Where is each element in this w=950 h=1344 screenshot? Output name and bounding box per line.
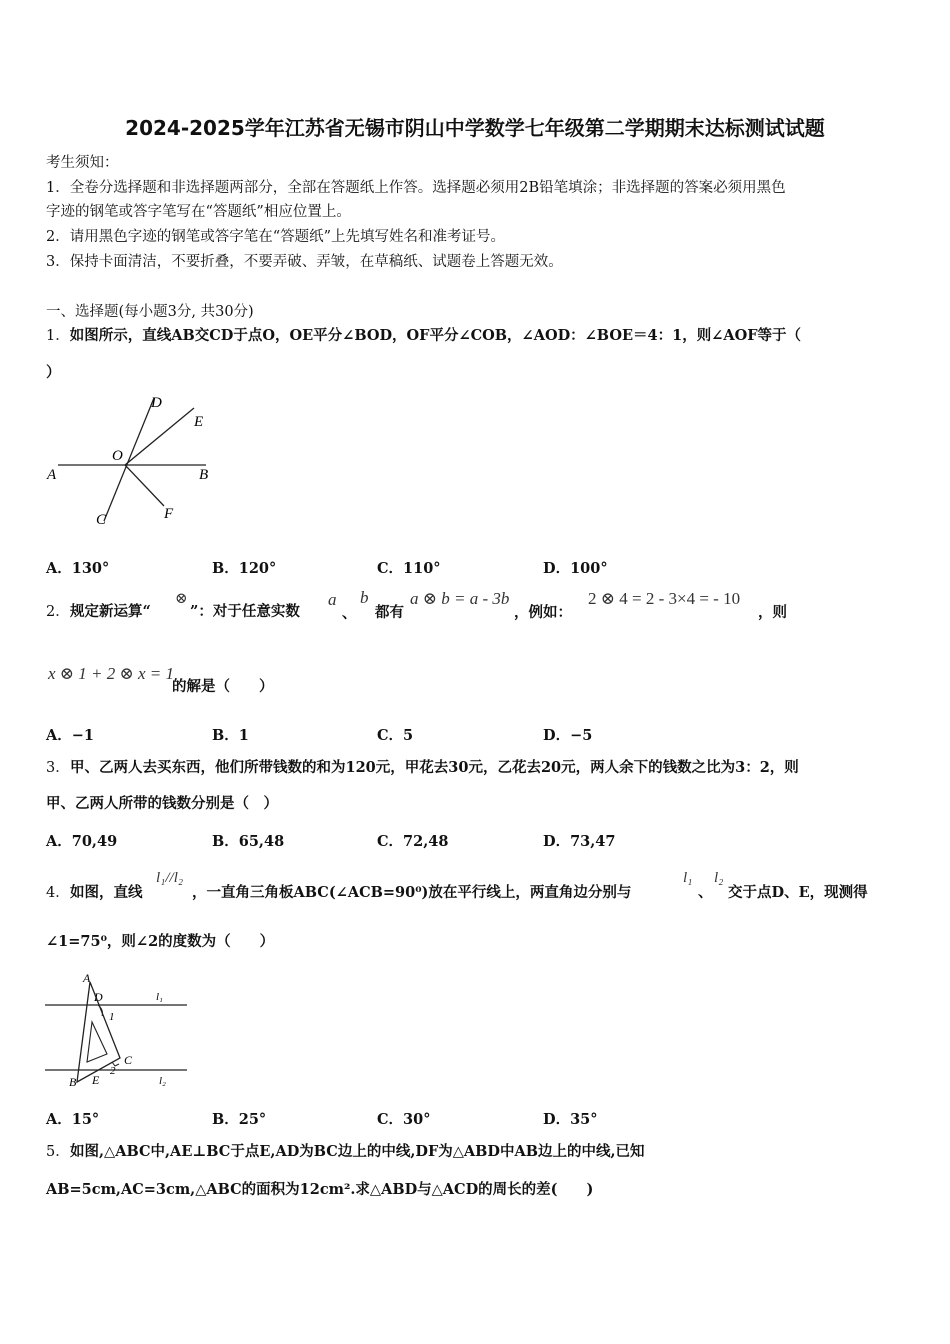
q2-otimes: ⊗ — [175, 591, 188, 607]
q1-option-b[interactable]: B．120° — [212, 560, 277, 577]
q3-option-a[interactable]: A．70,49 — [46, 833, 118, 850]
q1-figure — [44, 388, 224, 533]
q4-option-c[interactable]: C．30° — [377, 1111, 431, 1128]
q4-line-2: ∠1=75⁰，则∠2的度数为（ ） — [46, 933, 275, 950]
q2-number: 2． — [46, 604, 70, 620]
notice-line-2: 2．请用黑色字迹的钢笔或答字笔在“答题纸”上先填写姓名和准考证号。 — [46, 229, 506, 245]
q1-text — [46, 326, 801, 346]
q2-text-5: ，则 — [758, 604, 787, 621]
q2-option-b[interactable]: B．1 — [212, 727, 249, 744]
q4-separator: 、 — [698, 884, 713, 901]
q2-definition: a ⊗ b = a - 3b — [410, 589, 510, 608]
ray-oe — [125, 408, 194, 465]
section-heading: 一、选择题(每小题3分, 共30分) — [46, 304, 254, 320]
fig4-label-d: D — [94, 990, 103, 1004]
notice-line-1b: 字迹的钢笔或答字笔写在“答题纸”相应位置上。 — [46, 204, 351, 220]
notice-line-3: 3．保持卡面清洁，不要折叠，不要弄破、弄皱，在草稿纸、试题卷上答题无效。 — [46, 254, 563, 270]
q3-option-c[interactable]: C．72,48 — [377, 833, 449, 850]
q5-number: 5． — [46, 1144, 70, 1160]
fig4-label-e: E — [92, 1073, 100, 1087]
page-title: 2024-2025学年江苏省无锡市阴山中学数学七年级第二学期期末达标测试试题 — [125, 116, 825, 140]
label-c: C — [96, 512, 107, 528]
q4-parallel: l₁//l₂ — [156, 870, 184, 886]
q4-l2: l₂ — [714, 870, 724, 886]
q4-option-d[interactable]: D．35° — [543, 1111, 598, 1128]
fig4-label-b: B — [69, 1075, 77, 1089]
q1-option-a[interactable]: A．130° — [46, 560, 110, 577]
q1-option-d[interactable]: D．100° — [543, 560, 608, 577]
q2-text-4: ，例如： — [514, 604, 572, 621]
q3-line-1: 甲、乙两人去买东西，他们所带钱数的和为120元，甲花去30元，乙花去20元，两人余下的钱数之比为3：2，则 — [70, 759, 799, 776]
q1-stem: 如图所示，直线AB交CD于点O，OE平分∠BOD，OF平分∠COB，∠AOD：∠BOE＝4：1，则∠AOF等于（ — [69, 327, 802, 344]
q4-number: 4． — [46, 885, 70, 901]
label-b: B — [199, 467, 209, 483]
q2-var-a: a — [328, 590, 337, 609]
q4-l1: l₁ — [683, 870, 693, 886]
fig4-label-2: 2 — [110, 1065, 116, 1077]
label-a: A — [47, 467, 57, 483]
fig4-label-l1: l₁ — [156, 991, 163, 1003]
q2-text-6: 的解是（ ） — [172, 678, 274, 695]
q3-option-d[interactable]: D．73,47 — [543, 833, 616, 850]
label-o: O — [112, 448, 123, 464]
angle-1-arc — [98, 1005, 103, 1016]
q4-text-2: ，一直角三角板ABC(∠ACB=90⁰)放在平行线上，两直角边分别与 — [192, 884, 632, 901]
q2-option-a[interactable]: A．−1 — [46, 727, 94, 744]
fig4-label-a: A — [83, 971, 91, 985]
q3-line-2: 甲、乙两人所带的钱数分别是（ ） — [46, 795, 278, 812]
ray-of — [125, 465, 164, 506]
q1-text-close: ） — [46, 364, 61, 381]
q2-var-b: b — [360, 588, 369, 607]
label-d: D — [151, 395, 162, 411]
q3-number: 3． — [46, 760, 70, 776]
q2-text-1: 规定新运算“ — [70, 603, 151, 620]
q4-text-3: 交于点D、E，现测得 — [728, 884, 868, 901]
fig4-label-l2: l₂ — [159, 1075, 166, 1087]
triangle-inner — [87, 1022, 107, 1062]
q4-figure — [42, 970, 192, 1092]
q4-option-a[interactable]: A．15° — [46, 1111, 100, 1128]
q2-option-d[interactable]: D．−5 — [543, 727, 593, 744]
q2-option-c[interactable]: C．5 — [377, 727, 414, 744]
notice-heading: 考生须知： — [46, 155, 119, 171]
fig4-label-1: 1 — [109, 1011, 115, 1023]
q1-option-c[interactable]: C．110° — [377, 560, 441, 577]
q5-line-2: AB=5cm,AC=3cm,△ABC的面积为12cm².求△ABD与△ACD的周长的差( ) — [46, 1181, 594, 1198]
q2-example: 2 ⊗ 4 = 2 - 3×4 = - 10 — [588, 589, 741, 608]
q1-number: 1． — [46, 328, 70, 344]
q4-option-b[interactable]: B．25° — [212, 1111, 267, 1128]
fig4-label-c: C — [124, 1053, 133, 1067]
q2-equation: x ⊗ 1 + 2 ⊗ x = 1 — [48, 664, 175, 683]
notice-line-1a: 1．全卷分选择题和非选择题两部分，全部在答题纸上作答。选择题必须用2B铅笔填涂；非选择题的答案必须用黑色 — [46, 180, 786, 196]
label-f: F — [164, 506, 174, 522]
q5-line-1: 如图,△ABC中,AE⊥BC于点E,AD为BC边上的中线,DF为△ABD中AB边上的中线,已知 — [70, 1143, 645, 1160]
q2-text-3: 都有 — [375, 604, 404, 621]
q2-separator: 、 — [342, 605, 357, 622]
q4-text-1: 如图，直线 — [70, 884, 143, 901]
label-e: E — [194, 414, 204, 430]
q2-text-2: ”：对于任意实数 — [190, 603, 300, 620]
q3-option-b[interactable]: B．65,48 — [212, 833, 285, 850]
